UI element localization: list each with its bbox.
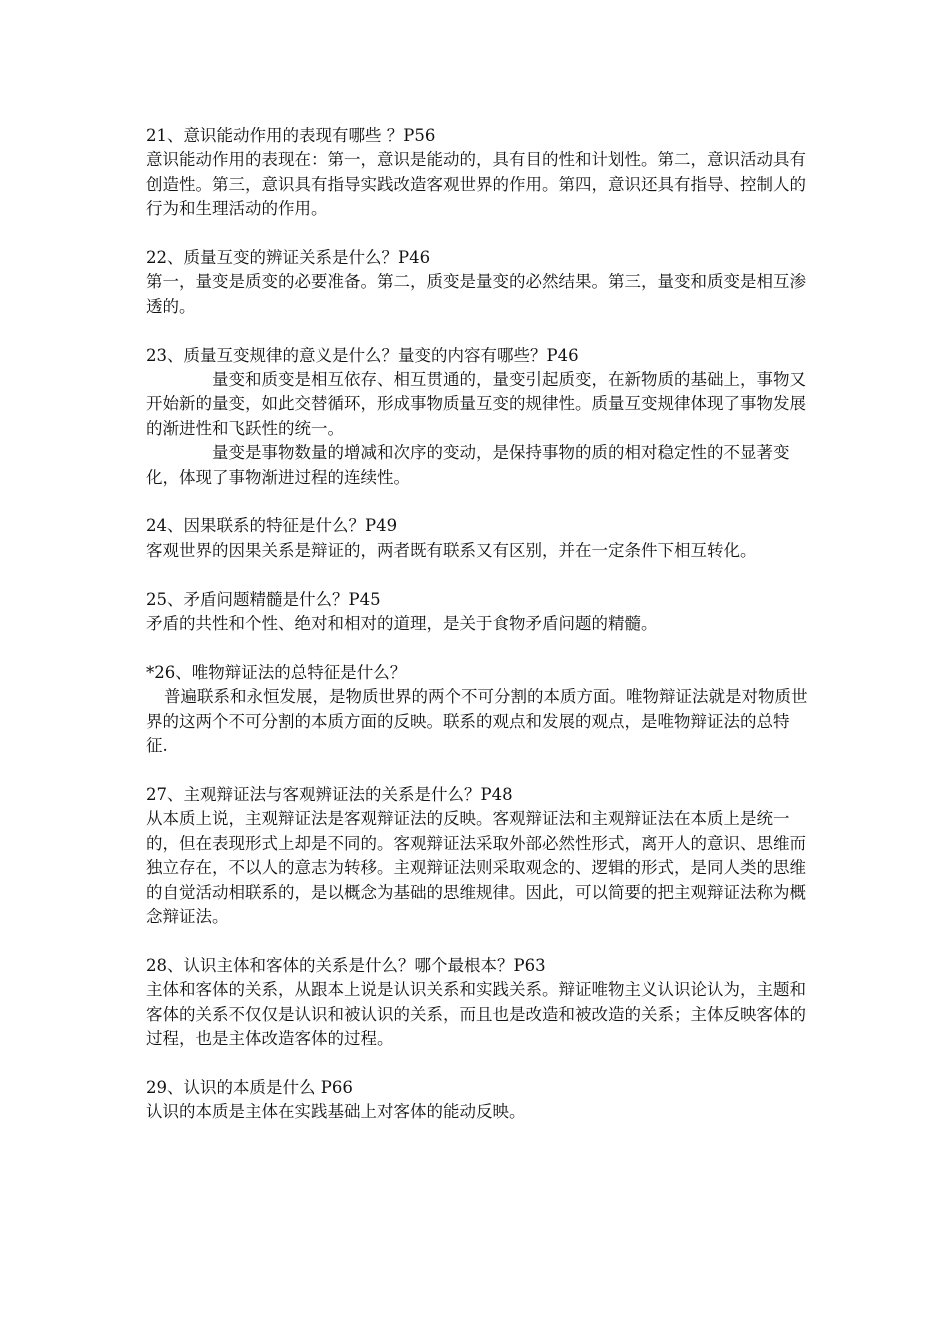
answer-24: 客观世界的因果关系是辩证的，两者既有联系又有区别，并在一定条件下相互转化。 (146, 540, 757, 560)
answer-23-paragraph-2: 量变是事物数量的增减和次序的变动，是保持事物的质的相对稳定性的不显著变化，体现了事物渐进过程的连续性。 (146, 443, 790, 487)
question-27: 27、主观辩证法与客观辨证法的关系是什么？P48 (146, 784, 513, 804)
answer-26: 普遍联系和永恒发展，是物质世界的两个不可分割的本质方面。唯物辩证法就是对物质世界的这两个不可分割的本质方面的反映。联系的观点和发展的观点，是唯物辩证法的总特征. (146, 687, 808, 756)
qa-item-22 (146, 246, 810, 319)
answer-25: 矛盾的共性和个性、绝对和相对的道理，是关于食物矛盾问题的精髓。 (146, 614, 658, 634)
qa-item-25 (146, 588, 810, 637)
qa-item-26 (146, 661, 810, 759)
question-24: 24、因果联系的特征是什么？P49 (146, 516, 398, 536)
question-28: 28、认识主体和客体的关系是什么？哪个最根本？P63 (146, 955, 546, 975)
question-25: 25、矛盾问题精髓是什么？P45 (146, 589, 381, 609)
qa-item-21 (146, 124, 810, 222)
answer-23-paragraph-1: 量变和质变是相互依存、相互贯通的，量变引起质变，在新物质的基础上，事物又开始新的量变，如此交替循环，形成事物质量互变的规律性。质量互变规律体现了事物发展的渐进性和飞跃性的统一。 (146, 370, 806, 438)
answer-27: 从本质上说，主观辩证法是客观辩证法的反映。客观辩证法和主观辩证法在本质上是统一的，但在表现形式上却是不同的。客观辩证法采取外部必然性形式，离开人的意识、思维而独立存在，不以人的意志为转移。主观辩证法则采取观念的、逻辑的形式，是同人类的思维的自觉活动相联系的，是以概念为基础的思维规律。因此，可以简要的把主观辩证法称为概念辩证法。 (146, 809, 806, 926)
document-page (146, 124, 810, 1149)
qa-item-28 (146, 954, 810, 1052)
answer-22: 第一，量变是质变的必要准备。第二，质变是量变的必然结果。第三，量变和质变是相互渗透的。 (146, 272, 806, 316)
qa-item-23 (146, 344, 810, 490)
question-26: *26、唯物辩证法的总特征是什么？ (146, 662, 407, 682)
qa-item-29 (146, 1076, 810, 1125)
qa-item-24 (146, 514, 810, 563)
answer-29: 认识的本质是主体在实践基础上对客体的能动反映。 (146, 1102, 526, 1122)
answer-21: 意识能动作用的表现在：第一，意识是能动的，具有目的性和计划性。第二，意识活动具有创造性。第三，意识具有指导实践改造客观世界的作用。第四，意识还具有指导、控制人的行为和生理活动的作用。 (146, 150, 806, 219)
question-22: 22、质量互变的辨证关系是什么？P46 (146, 248, 431, 268)
answer-28: 主体和客体的关系，从跟本上说是认识关系和实践关系。辩证唯物主义认识论认为，主题和客体的关系不仅仅是认识和被认识的关系，而且也是改造和被改造的关系；主体反映客体的过程，也是主体改造客体的过程。 (146, 980, 806, 1048)
question-29: 29、认识的本质是什么 P66 (146, 1077, 353, 1097)
question-23: 23、质量互变规律的意义是什么？量变的内容有哪些？P46 (146, 345, 579, 365)
qa-item-27 (146, 783, 810, 929)
question-21: 21、意识能动作用的表现有哪些 ？P56 (146, 126, 436, 145)
